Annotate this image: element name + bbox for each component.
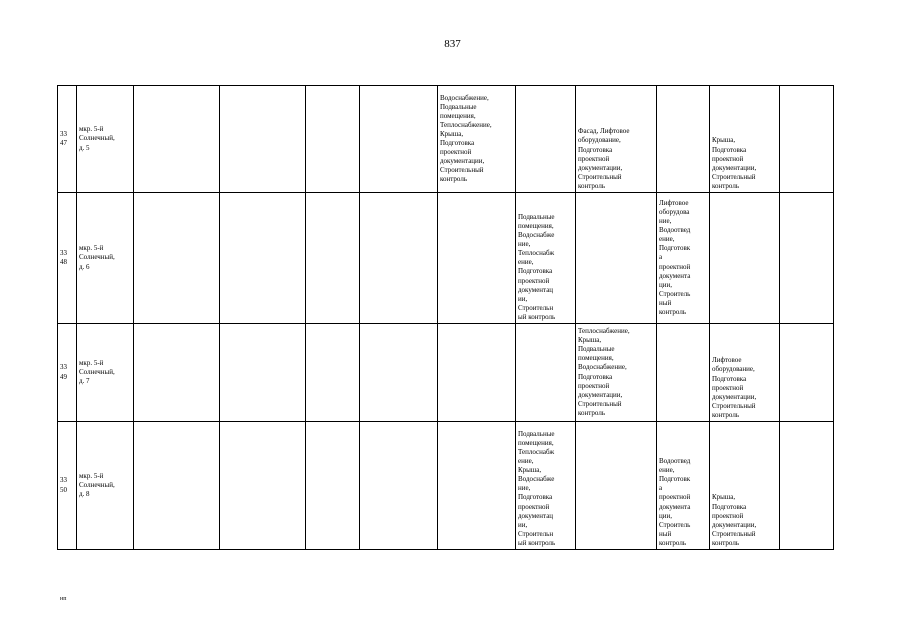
works-cell	[576, 193, 657, 324]
empty-cell	[134, 86, 220, 193]
works-cell: Лифтовое оборудование, Подготовка проектной документации, Строительный контроль	[710, 324, 780, 422]
works-cell	[657, 86, 710, 193]
empty-cell	[220, 324, 306, 422]
empty-cell	[360, 86, 438, 193]
address-cell: мкр. 5-й Солнечный, д. 5	[77, 86, 134, 193]
page-number: 837	[444, 38, 461, 50]
empty-cell	[134, 193, 220, 324]
empty-cell	[360, 422, 438, 550]
works-cell	[710, 193, 780, 324]
repair-schedule-table	[57, 85, 834, 550]
table-row	[58, 86, 834, 193]
table-row	[58, 324, 834, 422]
works-cell: Крыша, Подготовка проектной документации, Строительный контроль	[710, 86, 780, 193]
empty-cell	[780, 86, 834, 193]
empty-cell	[306, 324, 360, 422]
empty-cell	[360, 324, 438, 422]
works-cell: Подвальные помещения, Водоснабже ние, Теплоснабж ение, Подготовка проектной документац ии, Строительн ый контроль	[516, 193, 576, 324]
row-number: 33 50	[58, 422, 77, 550]
works-cell	[438, 422, 516, 550]
empty-cell	[306, 86, 360, 193]
row-number: 33 47	[58, 86, 77, 193]
address-cell: мкр. 5-й Солнечный, д. 6	[77, 193, 134, 324]
empty-cell	[220, 86, 306, 193]
works-cell: Лифтовое оборудова ние, Водоотвед ение, Подготовк а проектной документа ции, Строитель ный контроль	[657, 193, 710, 324]
works-cell: Крыша, Подготовка проектной документации, Строительный контроль	[710, 422, 780, 550]
works-cell: Водоотвед ение, Подготовк а проектной документа ции, Строитель ный контроль	[657, 422, 710, 550]
works-cell	[438, 324, 516, 422]
works-cell	[438, 193, 516, 324]
empty-cell	[780, 422, 834, 550]
empty-cell	[220, 422, 306, 550]
address-cell: мкр. 5-й Солнечный, д. 7	[77, 324, 134, 422]
works-cell: Теплоснабжение, Крыша, Подвальные помещения, Водоснабжение, Подготовка проектной документации, Строительный контроль	[576, 324, 657, 422]
empty-cell	[360, 193, 438, 324]
empty-cell	[134, 324, 220, 422]
works-cell	[657, 324, 710, 422]
empty-cell	[306, 422, 360, 550]
table-row	[58, 422, 834, 550]
empty-cell	[306, 193, 360, 324]
empty-cell	[780, 324, 834, 422]
footer-note: нп	[60, 596, 67, 602]
works-cell: Фасад, Лифтовое оборудование, Подготовка проектной документации, Строительный контроль	[576, 86, 657, 193]
works-cell: Подвальные помещения, Теплоснабж ение, Крыша, Водоснабже ние, Подготовка проектной документац ии, Строительн ый контроль	[516, 422, 576, 550]
empty-cell	[134, 422, 220, 550]
address-cell: мкр. 5-й Солнечный, д. 8	[77, 422, 134, 550]
works-cell: Водоснабжение, Подвальные помещения, Теплоснабжение, Крыша, Подготовка проектной документации, Строительный контроль	[438, 86, 516, 193]
works-cell	[576, 422, 657, 550]
works-cell	[516, 86, 576, 193]
works-cell	[516, 324, 576, 422]
table-row	[58, 193, 834, 324]
empty-cell	[220, 193, 306, 324]
empty-cell	[780, 193, 834, 324]
row-number: 33 48	[58, 193, 77, 324]
row-number: 33 49	[58, 324, 77, 422]
